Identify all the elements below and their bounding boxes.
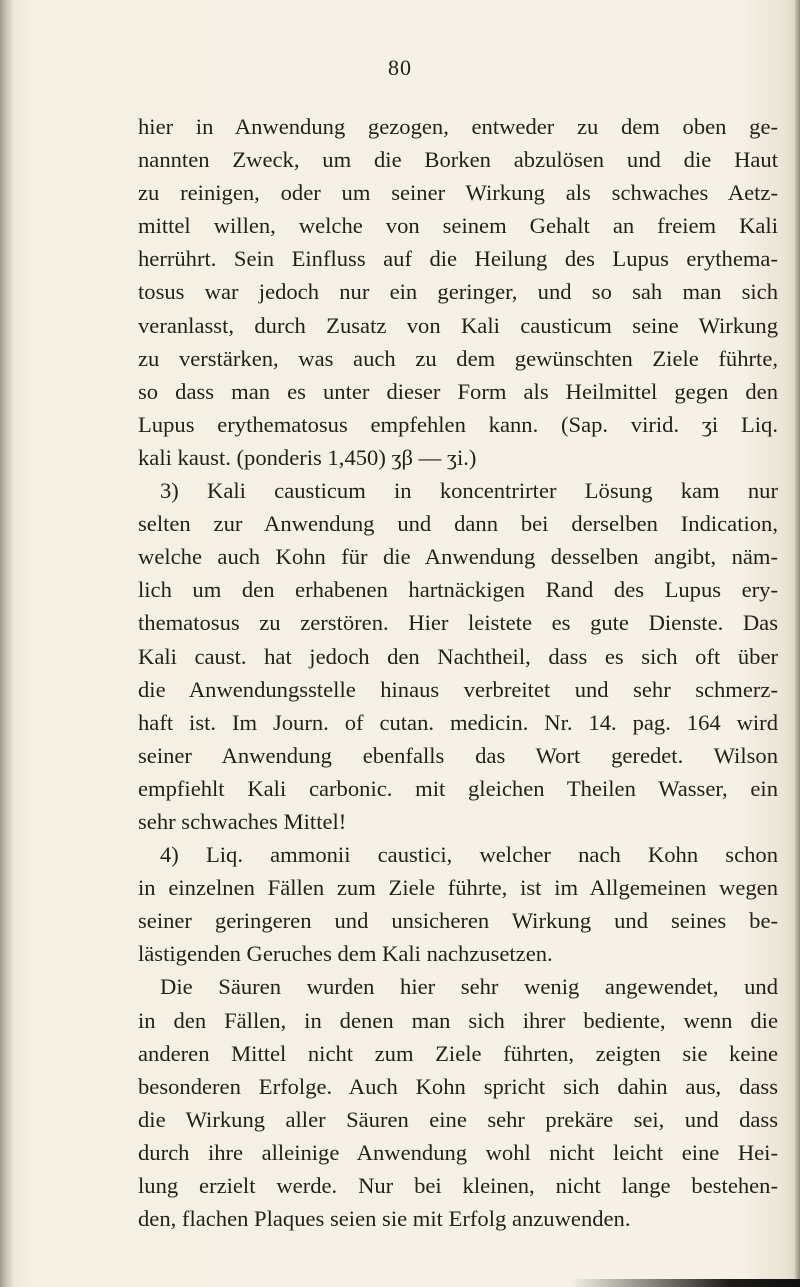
- text-line-19: haft ist. Im Journ. of cutan. medicin. Nr. 14. pag. 164 wird: [138, 709, 778, 735]
- text-line-31: die Wirkung aller Säuren eine sehr prekäre sei, und dass: [138, 1106, 778, 1132]
- text-line-29: anderen Mittel nicht zum Ziele führten, zeigten sie keine: [138, 1040, 778, 1066]
- text-line-22: sehr schwaches Mittel!: [138, 808, 347, 834]
- text-line-30: besonderen Erfolge. Auch Kohn spricht sich dahin aus, dass: [138, 1073, 778, 1099]
- text-line-21: empfiehlt Kali carbonic. mit gleichen Theilen Wasser, ein: [138, 775, 778, 801]
- text-line-2: nannten Zweck, um die Borken abzulösen und die Haut: [138, 147, 778, 173]
- text-line-15: lich um den erhabenen hartnäckigen Rand des Lupus ery-: [138, 577, 778, 603]
- text-line-23: 4) Liq. ammonii caustici, welcher nach Kohn schon: [160, 842, 778, 868]
- text-line-28: in den Fällen, in denen man sich ihrer bediente, wenn die: [138, 1007, 778, 1033]
- text-line-18: die Anwendungsstelle hinaus verbreitet und sehr schmerz-: [138, 676, 778, 702]
- text-line-34: den, flachen Plaques seien sie mit Erfolg anzuwenden.: [138, 1206, 631, 1232]
- text-line-16: thematosus zu zerstören. Hier leistete es gute Dienste. Das: [138, 610, 778, 636]
- text-line-5: herrührt. Sein Einfluss auf die Heilung des Lupus erythema-: [138, 246, 778, 272]
- text-line-27: Die Säuren wurden hier sehr wenig angewendet, und: [160, 974, 778, 1000]
- text-line-7: veranlasst, durch Zusatz von Kali causticum seine Wirkung: [138, 312, 778, 338]
- text-line-25: seiner geringeren und unsicheren Wirkung und seines be-: [138, 908, 778, 934]
- body-text: [138, 110, 778, 1235]
- text-line-4: mittel willen, welche von seinem Gehalt an freiem Kali: [138, 213, 778, 239]
- text-line-1: hier in Anwendung gezogen, entweder zu dem oben ge-: [138, 114, 778, 139]
- page-left-edge: [0, 0, 14, 1287]
- page-number: 80: [388, 55, 412, 80]
- text-line-33: lung erzielt werde. Nur bei kleinen, nicht lange bestehen-: [138, 1173, 778, 1198]
- text-line-9: so dass man es unter dieser Form als Heilmittel gegen den: [138, 378, 778, 404]
- text-line-24: in einzelnen Fällen zum Ziele führte, ist im Allgemeinen wegen: [138, 875, 778, 901]
- text-line-17: Kali caust. hat jedoch den Nachtheil, dass es sich oft über: [138, 643, 778, 669]
- text-line-32: durch ihre alleinige Anwendung wohl nicht leicht eine Hei-: [138, 1139, 778, 1165]
- text-line-8: zu verstärken, was auch zu dem gewünschten Ziele führte,: [138, 345, 778, 371]
- page-right-edge: [794, 0, 800, 1287]
- page-bottom-shadow: [570, 1279, 800, 1287]
- text-line-3: zu reinigen, oder um seiner Wirkung als schwaches Aetz-: [138, 180, 778, 206]
- text-line-13: selten zur Anwendung und dann bei derselben Indication,: [138, 511, 778, 537]
- text-line-11: kali kaust. (ponderis 1,450) ʒβ — ʒi.): [138, 444, 477, 470]
- text-line-14: welche auch Kohn für die Anwendung desselben angibt, näm-: [138, 544, 778, 570]
- text-line-26: lästigenden Geruches dem Kali nachzusetzen.: [138, 941, 553, 967]
- text-line-6: tosus war jedoch nur ein geringer, und so sah man sich: [138, 279, 778, 305]
- text-line-12: 3) Kali causticum in koncentrirter Lösung kam nur: [160, 478, 778, 504]
- text-line-10: Lupus erythematosus empfehlen kann. (Sap. virid. ʒi Liq.: [138, 411, 778, 437]
- text-line-20: seiner Anwendung ebenfalls das Wort geredet. Wilson: [138, 742, 778, 768]
